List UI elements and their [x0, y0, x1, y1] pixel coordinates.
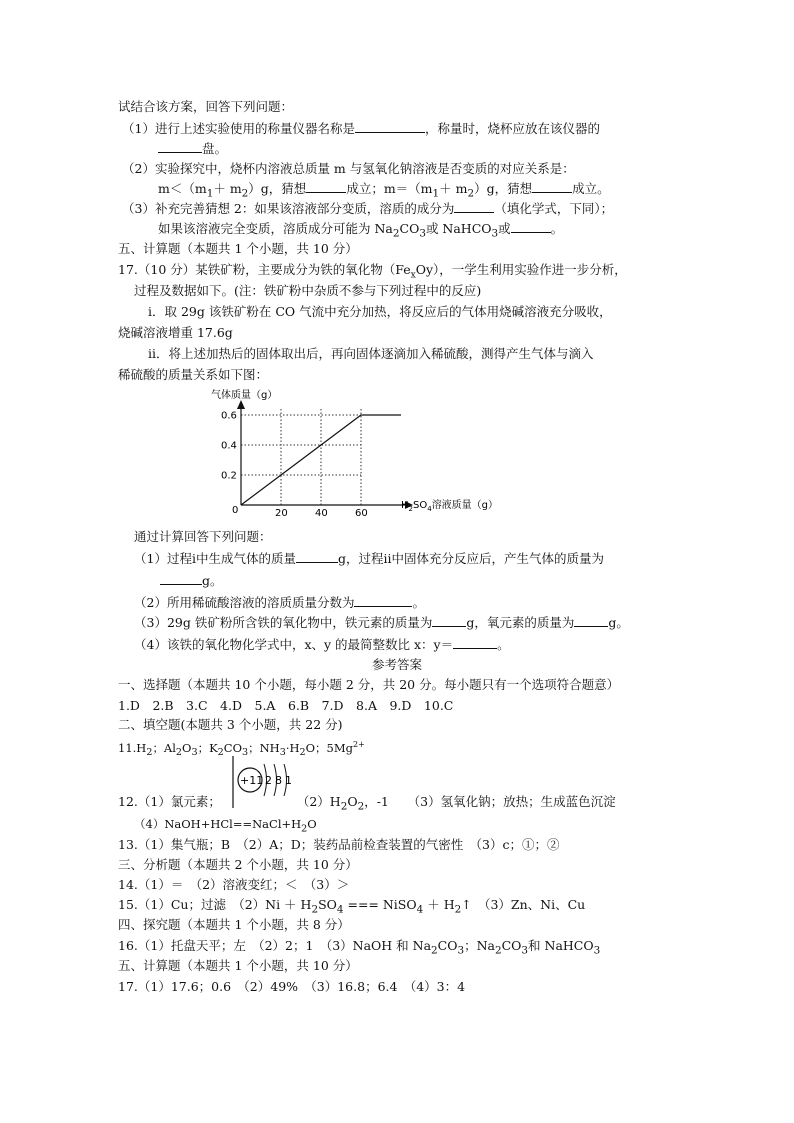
answer-13: 13.（1）集气瓶；B （2）A；D；装药品前检查装置的气密性 （3）c；①；②: [118, 837, 560, 852]
c1-text: g。: [202, 573, 223, 588]
calc-3-line: [134, 614, 629, 632]
answers-choices: 1.D 2.B 3.C 4.D 5.A 6.B 7.D 8.A 9.D 10.C: [118, 698, 454, 713]
c2-text: （2）所用稀硫酸溶液的溶质质量分数为: [134, 595, 355, 610]
q3-text: 。: [550, 221, 564, 236]
step-2-line: ⅱ．将上述加热后的固体取出后，再向固体逐滴加入稀硫酸，测得产生气体与滴入: [148, 346, 594, 361]
question-3-line: [122, 200, 613, 218]
answers-title: 参考答案: [371, 657, 422, 672]
question-2-line: （2）实验探究中，烧杯内溶液总质量 m 与氢氧化钠溶液是否变质的对应关系是：: [122, 161, 575, 176]
chart-grid: [241, 407, 361, 505]
shell-electrons: 2: [265, 774, 272, 787]
subscript: 2: [467, 187, 475, 200]
answer-blank[interactable]: [354, 594, 412, 607]
q3-text: （3）补充完善猜想 2：如果该溶液部分变质，溶质的成分为: [122, 201, 455, 216]
nucleus-label: +11: [240, 774, 264, 787]
q2-text: 成立；m＝（m: [346, 181, 433, 196]
shell-electrons: 8: [275, 774, 282, 787]
answer-blank[interactable]: [453, 636, 497, 649]
answers-section-3: 三、分析题（本题共 2 个小题，共 10 分）: [118, 857, 358, 872]
q1-text-c: 盘。: [202, 141, 228, 156]
step-1-line-2: 烧碱溶液增重 17.6g: [118, 325, 233, 340]
answer-blank[interactable]: [454, 200, 494, 213]
q3-text: CO: [399, 221, 420, 236]
answer-16: 16.（1）托盘天平；左 （2）2；1 （3）NaOH 和 $Na_2CO_3$；$Na_2CO_3$和 NaHCO$_3$: [118, 938, 601, 957]
answers-section-5: 五、计算题（本题共 1 个小题，共 10 分）: [118, 958, 358, 973]
subscript: 1: [432, 187, 440, 200]
subscript: 2: [241, 187, 249, 200]
calc-2-line: [134, 594, 425, 612]
q17-text: Oy），一学生利用实验作进一步分析，: [415, 262, 627, 277]
q3-text: 或 NaHCO: [425, 221, 492, 236]
x-tick-label: 40: [315, 508, 328, 519]
q1-text-a: （1）进行上述实验使用的称量仪器名称是: [122, 121, 355, 136]
answer-blank[interactable]: [160, 572, 202, 585]
answer-blank[interactable]: [432, 614, 466, 627]
calc-1-line: [134, 550, 604, 568]
answer-blank[interactable]: [296, 550, 338, 563]
answers-section-4: 四、探究题（本题共 1 个小题，共 8 分）: [118, 917, 350, 932]
answer-11: $11.H_2$；$Al_2O_3$；$K_2CO_3$；$NH_3\cdot H_2O$；$5Mg^{2+}$: [118, 740, 365, 759]
calc-1-line-2: [160, 572, 223, 590]
y-tick-label: 0.4: [221, 440, 237, 452]
c3-text: g。: [608, 615, 629, 630]
shell-electrons: 1: [285, 774, 292, 787]
c2-text: 。: [412, 595, 425, 610]
calc-intro: 通过计算回答下列问题：: [134, 529, 272, 544]
c1-text: g，过程ⅱ中固体充分反应后，产生气体的质量为: [337, 551, 604, 566]
answer-15: 15.（1）Cu；过滤 $(2)Ni + H_2SO_4$ === NiSO$_4$ ＋ $H_2↑$ （3）Zn、Ni、Cu: [118, 897, 586, 916]
answer-17: 17.（1）17.6；0.6 （2）49% （3）16.8；6.4 （4）3：4: [118, 979, 466, 994]
answer-blank[interactable]: [532, 180, 572, 193]
origin-label: 0: [232, 505, 239, 516]
y-tick-label: 0.2: [221, 470, 237, 482]
q2-text: 成立。: [572, 181, 610, 196]
y-tick-label: 0.6: [221, 410, 237, 422]
answer-blank[interactable]: [158, 140, 202, 153]
q2-text: ＋ m: [213, 181, 242, 196]
answer-blank[interactable]: [574, 614, 608, 627]
y-axis-label: 气体质量（g）: [211, 390, 278, 401]
question-1-line-2: [158, 140, 227, 158]
subscript: 2: [392, 227, 400, 240]
question-17-line: [118, 261, 627, 285]
q3-text: （填化学式，下同）；: [494, 201, 614, 216]
section-5-heading: 五、计算题（本题共 1 个小题，共 10 分）: [118, 241, 358, 256]
answer-blank[interactable]: [511, 220, 551, 233]
x-tick-label: 20: [275, 508, 288, 519]
c4-text: （4）该铁的氧化物化学式中，x、y 的最简整数比 x：y＝: [134, 637, 454, 652]
q2-text: ＋ m: [439, 181, 468, 196]
c3-text: g，氧元素的质量为: [466, 615, 575, 630]
c4-text: 。: [497, 637, 510, 652]
answer-14: 14.（1）＝ （2）溶液变红；＜ （3）＞: [118, 877, 350, 892]
step-2-line-2: 稀硫酸的质量关系如下图：: [118, 367, 269, 382]
subscript: 3: [419, 227, 426, 240]
step-1-line: ⅰ．取 29g 该铁矿粉在 CO 气流中充分加热，将反应后的气体用烧碱溶液充分吸收，: [148, 304, 612, 319]
gas-mass-chart: [205, 385, 505, 520]
data-line: [241, 415, 401, 505]
q3-text: 或: [498, 221, 511, 236]
q1-text-b: ，称量时，烧杯应放在该仪器的: [424, 121, 600, 136]
q2-text: m＜（m: [158, 181, 207, 196]
x-axis-label: $H_2SO_4$溶液质量（g）: [401, 500, 499, 513]
answer-blank[interactable]: [355, 120, 425, 133]
y-axis-arrow: [237, 400, 245, 409]
calc-4-line: [134, 636, 510, 654]
x-tick-label: 60: [355, 508, 368, 519]
question-1-line: [122, 120, 600, 138]
q2-text: ）g，猜想: [248, 181, 307, 196]
c3-text: （3）29g 铁矿粉所含铁的氧化物中，铁元素的质量为: [134, 615, 433, 630]
intro-text: 试结合该方案，回答下列问题：: [118, 99, 294, 114]
q2-text: ）g，猜想: [474, 181, 533, 196]
answers-section-2: 二、填空题(本题共 3 个小题，共 22 分): [118, 717, 343, 732]
c1-text: （1）过程ⅰ中生成气体的质量: [134, 551, 296, 566]
q17-text: 17.（10 分）某铁矿粉，主要成分为铁的氧化物（Fe: [118, 262, 411, 277]
q3-text: 如果该溶液完全变质，溶质成分可能为 Na: [158, 221, 393, 236]
answer-12: 12.（1）氯元素； $(2)H_2O_2$，-1 （3）氢氧化钠；放热；生成蓝色沉淀: [118, 794, 616, 813]
answers-section-1: 一、选择题（本题共 10 个小题，每小题 2 分，共 20 分。每小题只有一个选项符合题意）: [118, 677, 620, 692]
answer-12-line-2: $(4)NaOH+HCl==NaCl+H_2O$: [134, 817, 317, 835]
question-17-line-2: 过程及数据如下。(注：铁矿粉中杂质不参与下列过程中的反应): [134, 283, 482, 298]
answer-blank[interactable]: [306, 180, 346, 193]
subscript: 3: [491, 227, 499, 240]
subscript: 1: [206, 187, 214, 200]
subscript-x: x: [410, 270, 416, 281]
